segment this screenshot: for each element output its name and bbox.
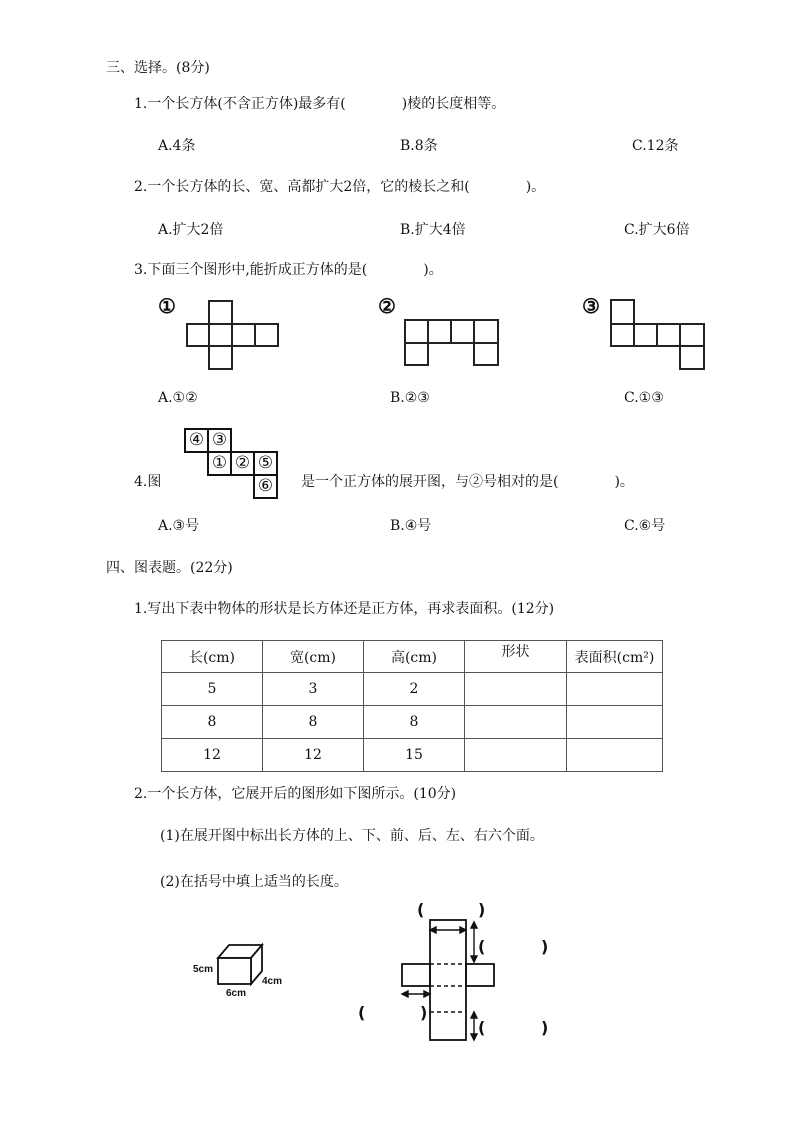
dimensions-table xyxy=(161,640,663,772)
cell-shape-answer[interactable] xyxy=(465,706,567,739)
net-3-label: ③ xyxy=(582,294,600,318)
cell-area-answer[interactable] xyxy=(567,739,663,772)
net-subquestion-1: (1)在展开图中标出长方体的上、下、前、后、左、右六个面。 xyxy=(160,828,544,844)
net-2-label: ② xyxy=(378,294,396,318)
q1-option-c[interactable]: C.12条 xyxy=(632,138,679,154)
q2-option-b[interactable]: B.扩大4倍 xyxy=(400,222,466,238)
cell-area-answer[interactable] xyxy=(567,673,663,706)
cuboid-figure xyxy=(215,941,265,987)
table-row xyxy=(162,706,663,739)
cell-height: 15 xyxy=(364,739,465,772)
question-4-prefix: 4.图 xyxy=(134,474,162,490)
q3-option-c[interactable]: C.①③ xyxy=(624,390,664,406)
cell-shape-answer[interactable] xyxy=(465,739,567,772)
q4-option-a[interactable]: A.③号 xyxy=(158,518,200,534)
header-length: 长(cm) xyxy=(162,641,263,673)
question-2-text: 2.一个长方体的长、宽、高都扩大2倍，它的棱长之和( )。 xyxy=(134,179,546,195)
q3-option-a[interactable]: A.①② xyxy=(158,390,198,406)
table-header-row xyxy=(162,641,663,673)
net-1-figure xyxy=(186,300,280,370)
header-height: 高(cm) xyxy=(364,641,465,673)
question-1-text: 1.一个长方体(不含正方体)最多有( )棱的长度相等。 xyxy=(134,96,506,112)
net-cell-2: ② xyxy=(230,451,255,476)
header-width: 宽(cm) xyxy=(263,641,364,673)
net-cell-4: ④ xyxy=(184,428,209,453)
section3-title: 三、选择。(8分) xyxy=(106,60,210,76)
net-cell-1: ① xyxy=(207,451,232,476)
q3-option-b[interactable]: B.②③ xyxy=(390,390,430,406)
table-row xyxy=(162,739,663,772)
answer-paren-upper-right-close[interactable]: ) xyxy=(541,937,549,956)
cell-height: 2 xyxy=(364,673,465,706)
net-1-label: ① xyxy=(158,294,176,318)
answer-paren-lower-right-open[interactable]: ( xyxy=(478,1018,486,1037)
q2-option-c[interactable]: C.扩大6倍 xyxy=(624,222,690,238)
answer-paren-left-close[interactable]: ) xyxy=(420,1003,428,1022)
q4-option-b[interactable]: B.④号 xyxy=(390,518,432,534)
cuboid-width-label: 4cm xyxy=(262,976,283,987)
question-4-suffix: 是一个正方体的展开图，与②号相对的是( )。 xyxy=(301,474,634,490)
q1-option-a[interactable]: A.4条 xyxy=(158,138,196,154)
answer-paren-top-open[interactable]: ( xyxy=(417,900,425,919)
net-cell-6: ⑥ xyxy=(253,474,278,499)
q4-option-c[interactable]: C.⑥号 xyxy=(624,518,666,534)
cell-height: 8 xyxy=(364,706,465,739)
answer-paren-lower-right-close[interactable]: ) xyxy=(541,1018,549,1037)
cell-width: 12 xyxy=(263,739,364,772)
header-shape: 形状 xyxy=(465,641,567,673)
net-cell-3: ③ xyxy=(207,428,232,453)
section4-title: 四、图表题。(22分) xyxy=(106,560,233,576)
cell-shape-answer[interactable] xyxy=(465,673,567,706)
cell-length: 8 xyxy=(162,706,263,739)
net-3-figure xyxy=(610,299,706,371)
table-question-text: 1.写出下表中物体的形状是长方体还是正方体，再求表面积。(12分) xyxy=(134,601,555,617)
cell-width: 8 xyxy=(263,706,364,739)
cell-area-answer[interactable] xyxy=(567,706,663,739)
net-subquestion-2: (2)在括号中填上适当的长度。 xyxy=(160,874,348,890)
cell-length: 12 xyxy=(162,739,263,772)
answer-paren-left-open[interactable]: ( xyxy=(358,1003,366,1022)
cuboid-height-label: 5cm xyxy=(193,964,214,975)
q1-option-b[interactable]: B.8条 xyxy=(400,138,438,154)
cell-length: 5 xyxy=(162,673,263,706)
table-row xyxy=(162,673,663,706)
net-question-text: 2.一个长方体，它展开后的图形如下图所示。(10分) xyxy=(134,786,457,802)
q2-option-a[interactable]: A.扩大2倍 xyxy=(158,222,224,238)
answer-paren-top-close[interactable]: ) xyxy=(478,900,486,919)
numbered-cube-net xyxy=(184,428,276,496)
cell-width: 3 xyxy=(263,673,364,706)
question-3-text: 3.下面三个图形中,能折成正方体的是( )。 xyxy=(134,262,443,278)
answer-paren-upper-right-open[interactable]: ( xyxy=(478,937,486,956)
net-cell-5: ⑤ xyxy=(253,451,278,476)
cuboid-length-label: 6cm xyxy=(226,988,247,999)
header-surface-area: 表面积(cm²) xyxy=(567,641,663,673)
net-2-figure xyxy=(404,319,500,367)
